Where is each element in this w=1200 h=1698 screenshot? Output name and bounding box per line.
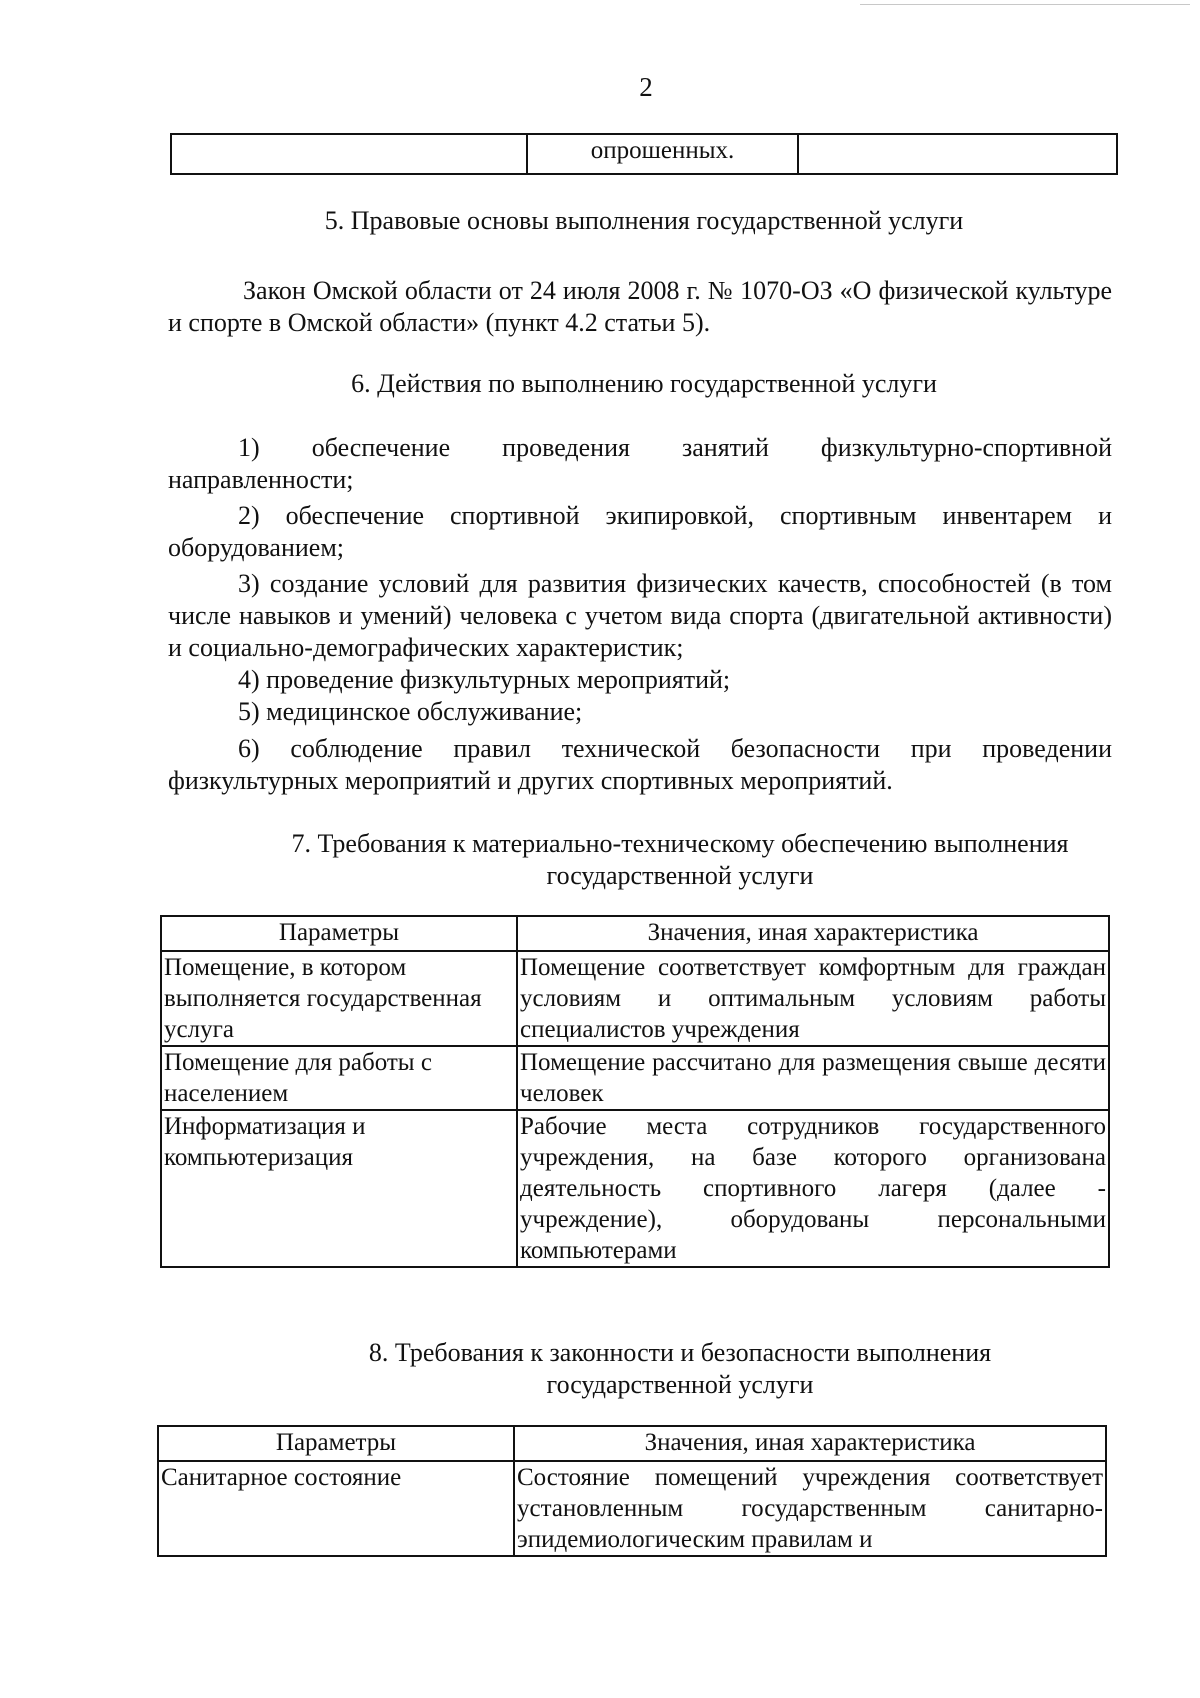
page-number: 2 (639, 72, 653, 102)
table-cell: опрошенных. (527, 134, 798, 174)
table-cell: Состояние помещений учреждения соответствует установленным государственным санитарно-эпидемиологическим правилам и (514, 1461, 1106, 1556)
list-item: 6) соблюдение правил технической безопасности при проведении физкультурных мероприятий и других спортивных мероприятий. (168, 734, 1112, 795)
table-cell: Рабочие места сотрудников государственного учреждения, на базе которого организована деятельность спортивного лагеря (далее - учреждение), оборудованы персональными компьютерами (517, 1110, 1109, 1267)
table-cell: Помещение для работы с населением (161, 1046, 517, 1110)
table-cell: Помещение соответствует комфортным для граждан условиям и оптимальным условиям работы специалистов учреждения (517, 951, 1109, 1046)
section-8-heading-line1: 8. Требования к законности и безопасности выполнения (368, 1338, 992, 1367)
material-requirements-table (160, 915, 1110, 1268)
section-5-text: Закон Омской области от 24 июля 2008 г. № 1070-ОЗ «О физической культуре и спорте в Омской области» (пункт 4.2 статьи 5). (168, 276, 1112, 337)
table-header-cell: Параметры (161, 916, 517, 951)
section-7-heading (230, 828, 1130, 892)
table-cell: Помещение, в котором выполняется государственная услуга (161, 951, 517, 1046)
table-header-cell: Параметры (158, 1426, 514, 1461)
table-header-row (161, 916, 1109, 951)
section-6-heading: 6. Действия по выполнению государственной услуги (351, 369, 937, 398)
table-row (161, 951, 1109, 1046)
continued-table (170, 133, 1118, 175)
scan-edge-line (860, 4, 1190, 5)
table-cell: Помещение рассчитано для размещения свыше десяти человек (517, 1046, 1109, 1110)
table-cell: Санитарное состояние (158, 1461, 514, 1556)
table-header-cell: Значения, иная характеристика (517, 916, 1109, 951)
table-header-cell: Значения, иная характеристика (514, 1426, 1106, 1461)
table-cell: Информатизация и компьютеризация (161, 1110, 517, 1267)
legality-safety-table (157, 1425, 1107, 1557)
table-cell (171, 134, 527, 174)
table-cell (798, 134, 1117, 174)
table-row (158, 1461, 1106, 1556)
table-row (171, 134, 1117, 174)
table-row (161, 1110, 1109, 1267)
section-7-heading-line1: 7. Требования к материально-техническому обеспечению выполнения (291, 829, 1069, 858)
section-5-heading: 5. Правовые основы выполнения государственной услуги (324, 206, 964, 235)
list-item: 2) обеспечение спортивной экипировкой, спортивным инвентарем и оборудованием; (168, 501, 1112, 562)
list-item: 1) обеспечение проведения занятий физкультурно-спортивной направленности; (168, 433, 1112, 494)
list-item: 5) медицинское обслуживание; (238, 697, 583, 726)
section-8-heading (230, 1337, 1130, 1401)
list-item: 3) создание условий для развития физических качеств, способностей (в том числе навыков и умений) человека с учетом вида спорта (двигательной активности) и социально-демографических характеристик; (168, 569, 1112, 662)
list-item: 4) проведение физкультурных мероприятий; (238, 665, 731, 694)
section-7-heading-line2: государственной услуги (546, 861, 814, 890)
table-header-row (158, 1426, 1106, 1461)
table-row (161, 1046, 1109, 1110)
section-8-heading-line2: государственной услуги (546, 1370, 814, 1399)
